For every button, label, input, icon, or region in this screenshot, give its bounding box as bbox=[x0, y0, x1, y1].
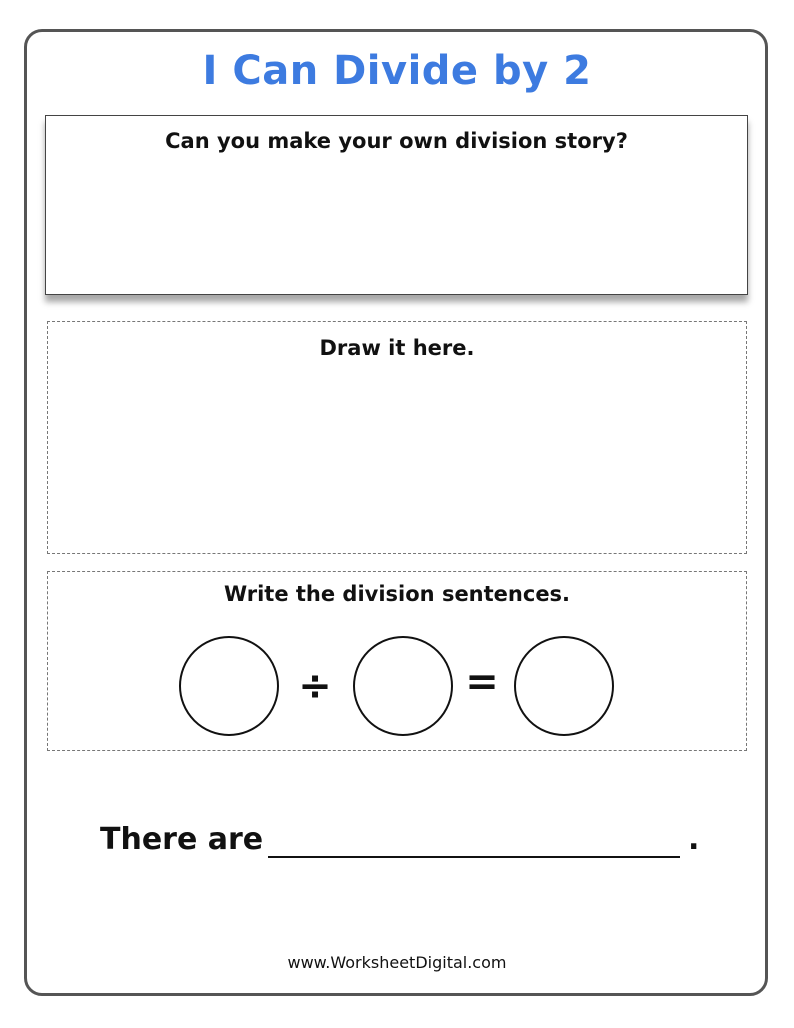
quotient-circle[interactable] bbox=[514, 636, 614, 736]
divisor-circle[interactable] bbox=[353, 636, 453, 736]
divide-symbol: ÷ bbox=[298, 663, 332, 709]
footer-website: www.WorksheetDigital.com bbox=[287, 953, 507, 972]
story-prompt-box[interactable] bbox=[45, 115, 748, 295]
drawing-area-label: Draw it here. bbox=[319, 336, 475, 360]
division-sentence-label: Write the division sentences. bbox=[223, 582, 571, 606]
equals-symbol: = bbox=[465, 659, 499, 705]
answer-sentence-lead: There are bbox=[100, 822, 264, 857]
answer-sentence-period: . bbox=[688, 822, 700, 857]
story-prompt-text: Can you make your own division story? bbox=[165, 129, 628, 153]
answer-blank-line[interactable] bbox=[268, 856, 680, 858]
division-sentence-area bbox=[47, 571, 747, 751]
page-title: I Can Divide by 2 bbox=[202, 48, 592, 94]
dividend-circle[interactable] bbox=[179, 636, 279, 736]
drawing-area[interactable] bbox=[47, 321, 747, 554]
